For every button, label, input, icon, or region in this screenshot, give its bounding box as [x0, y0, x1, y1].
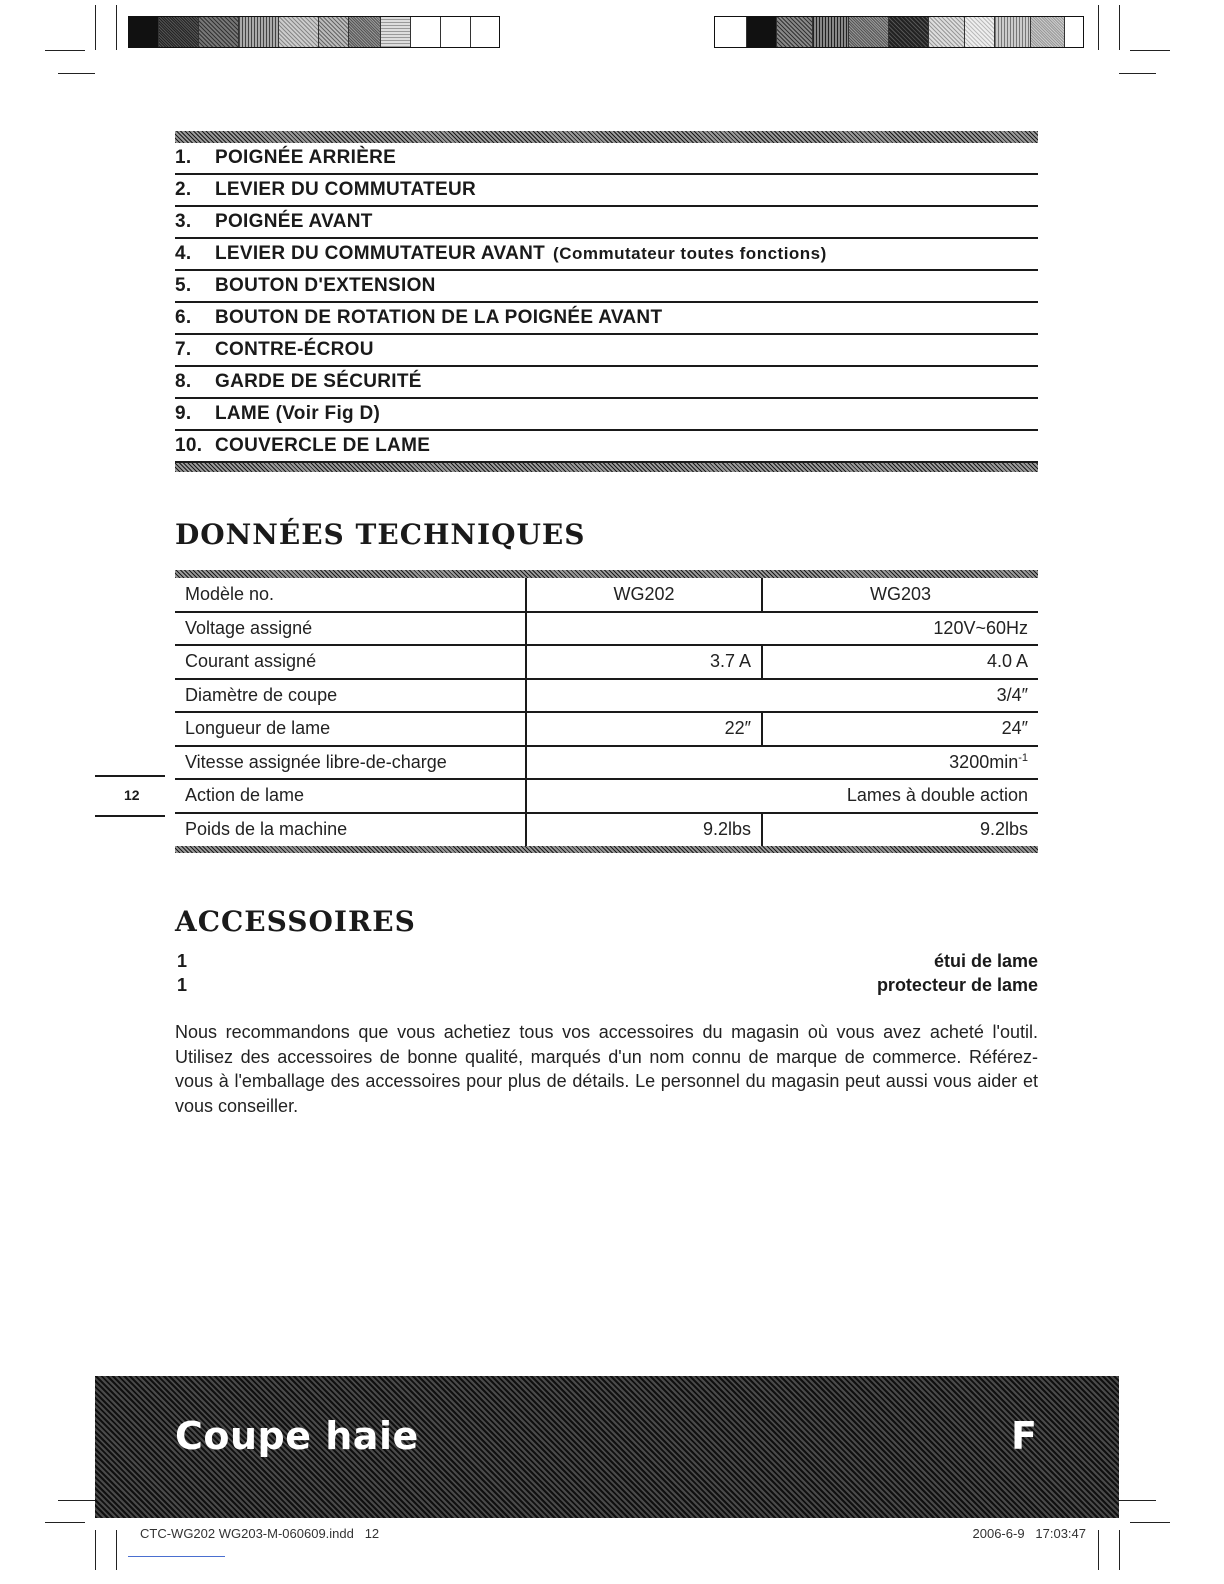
- accessory-name: étui de lame: [933, 951, 1038, 971]
- part-number: 4.: [175, 243, 192, 264]
- row-value: 22″: [526, 712, 762, 746]
- crop-mark: [58, 1500, 95, 1501]
- crop-mark: [1098, 1530, 1099, 1570]
- model-wg202: WG202: [526, 578, 762, 612]
- page-number: 12: [124, 787, 140, 803]
- crop-mark: [95, 5, 96, 50]
- part-number: 2.: [175, 179, 192, 200]
- table-row: [175, 712, 1038, 746]
- crop-mark: [1119, 1530, 1120, 1570]
- part-label: GARDE DE SÉCURITÉ: [215, 371, 422, 392]
- table-row: [175, 578, 1038, 612]
- list-item: [175, 303, 1038, 335]
- crop-mark: [1098, 5, 1099, 50]
- speed-exponent: -1: [1018, 751, 1028, 764]
- row-label: Modèle no.: [175, 578, 526, 612]
- part-number: 1.: [175, 147, 192, 168]
- tech-section-title: DONNÉES TECHNIQUES: [175, 518, 586, 551]
- crop-mark: [45, 1522, 85, 1523]
- table-row: [175, 779, 1038, 813]
- footer-title: Coupe haie: [175, 1414, 419, 1458]
- row-value: 3.7 A: [526, 645, 762, 679]
- tech-table: [175, 570, 1038, 853]
- table-row: [175, 746, 1038, 780]
- list-item: [175, 143, 1038, 175]
- crop-mark: [116, 5, 117, 50]
- decorative-bar: [175, 570, 1038, 578]
- accessories-paragraph: Nous recommandons que vous achetiez tous vos accessoires du magasin où vous avez acheté l'outil. Utilisez des accessoires de bonne qualité, marqués d'un nom connu de marque de commerce. Référez-vous à l'emballage des accessoires pour plus de détails. Le personnel du magasin peut aussi vous aider et vous conseiller.: [175, 1022, 1038, 1116]
- part-label: BOUTON D'EXTENSION: [215, 275, 436, 296]
- row-value: 4.0 A: [762, 645, 1038, 679]
- part-number: 5.: [175, 275, 192, 296]
- row-value: 24″: [762, 712, 1038, 746]
- crop-mark: [116, 1530, 117, 1570]
- part-note: (Commutateur toutes fonctions): [553, 244, 827, 263]
- row-value: Lames à double action: [526, 779, 1038, 813]
- part-label: POIGNÉE AVANT: [215, 211, 373, 232]
- speed-value: 3200min: [949, 751, 1019, 772]
- accessory-qty: 1: [177, 975, 188, 995]
- crop-mark: [45, 50, 85, 51]
- language-letter: F: [1011, 1414, 1037, 1458]
- row-label: Courant assigné: [175, 645, 526, 679]
- decorative-bar: [175, 131, 1038, 143]
- page-number-rule: [95, 815, 165, 817]
- part-number: 3.: [175, 211, 192, 232]
- crop-mark: [1119, 1500, 1156, 1501]
- crop-mark: [1130, 1522, 1170, 1523]
- row-value: [526, 746, 1038, 780]
- row-value: 120V~60Hz: [526, 612, 1038, 646]
- slug-datetime: 2006-6-9 17:03:47: [972, 1526, 1086, 1541]
- table-row: [175, 645, 1038, 679]
- accessory-qty: 1: [177, 951, 188, 971]
- color-calibration-bar: [714, 16, 1084, 48]
- row-value: 9.2lbs: [526, 813, 762, 847]
- part-label: LEVIER DU COMMUTATEUR AVANT: [215, 243, 546, 264]
- list-item: [175, 431, 1038, 463]
- list-item: [175, 239, 1038, 271]
- part-label: POIGNÉE ARRIÈRE: [215, 147, 397, 168]
- part-number: 10.: [175, 435, 203, 456]
- table-row: [175, 813, 1038, 847]
- decorative-bar: [175, 463, 1038, 472]
- list-item: [175, 271, 1038, 303]
- table-row: [175, 679, 1038, 713]
- crop-mark: [58, 73, 95, 74]
- crop-mark: [95, 1530, 96, 1570]
- row-label: Longueur de lame: [175, 712, 526, 746]
- part-label: LEVIER DU COMMUTATEUR: [215, 179, 477, 200]
- list-item: [175, 175, 1038, 207]
- row-value: 9.2lbs: [979, 819, 1028, 840]
- list-item: [175, 335, 1038, 367]
- part-label: BOUTON DE ROTATION DE LA POIGNÉE AVANT: [215, 307, 663, 328]
- parts-rows: [175, 143, 1038, 463]
- accessory-name: protecteur de lame: [876, 975, 1038, 995]
- row-label: Action de lame: [175, 779, 526, 813]
- list-item: [175, 975, 1038, 999]
- page-number-rule: [95, 775, 165, 777]
- row-label: Poids de la machine: [175, 813, 526, 847]
- slug-filename: CTC-WG202 WG203-M-060609.indd 12: [140, 1526, 380, 1541]
- row-label: Diamètre de coupe: [175, 679, 526, 713]
- crop-mark: [1119, 73, 1156, 74]
- row-value: 3/4″: [526, 679, 1038, 713]
- part-number: 8.: [175, 371, 192, 392]
- color-calibration-bar: [128, 16, 500, 48]
- part-label: LAME (Voir Fig D): [215, 403, 381, 424]
- part-label: CONTRE-ÉCROU: [215, 339, 374, 360]
- list-item: [175, 207, 1038, 239]
- row-label: Vitesse assignée libre-de-charge: [175, 746, 526, 780]
- accessories-section-title: ACCESSOIRES: [175, 905, 416, 938]
- model-wg203: WG203: [762, 578, 1038, 612]
- list-item: [175, 951, 1038, 975]
- row-label: Voltage assigné: [175, 612, 526, 646]
- part-number: 6.: [175, 307, 192, 328]
- list-item: [175, 367, 1038, 399]
- crop-mark: [1130, 50, 1170, 51]
- crop-mark: [1119, 5, 1120, 50]
- part-number: 9.: [175, 403, 192, 424]
- decorative-bar: [175, 846, 1038, 853]
- footer-banner: [95, 1376, 1119, 1518]
- table-row: [175, 612, 1038, 646]
- slug-underline: [128, 1556, 225, 1557]
- part-label: COUVERCLE DE LAME: [215, 435, 431, 456]
- parts-list: [175, 131, 1038, 472]
- list-item: [175, 399, 1038, 431]
- part-number: 7.: [175, 339, 192, 360]
